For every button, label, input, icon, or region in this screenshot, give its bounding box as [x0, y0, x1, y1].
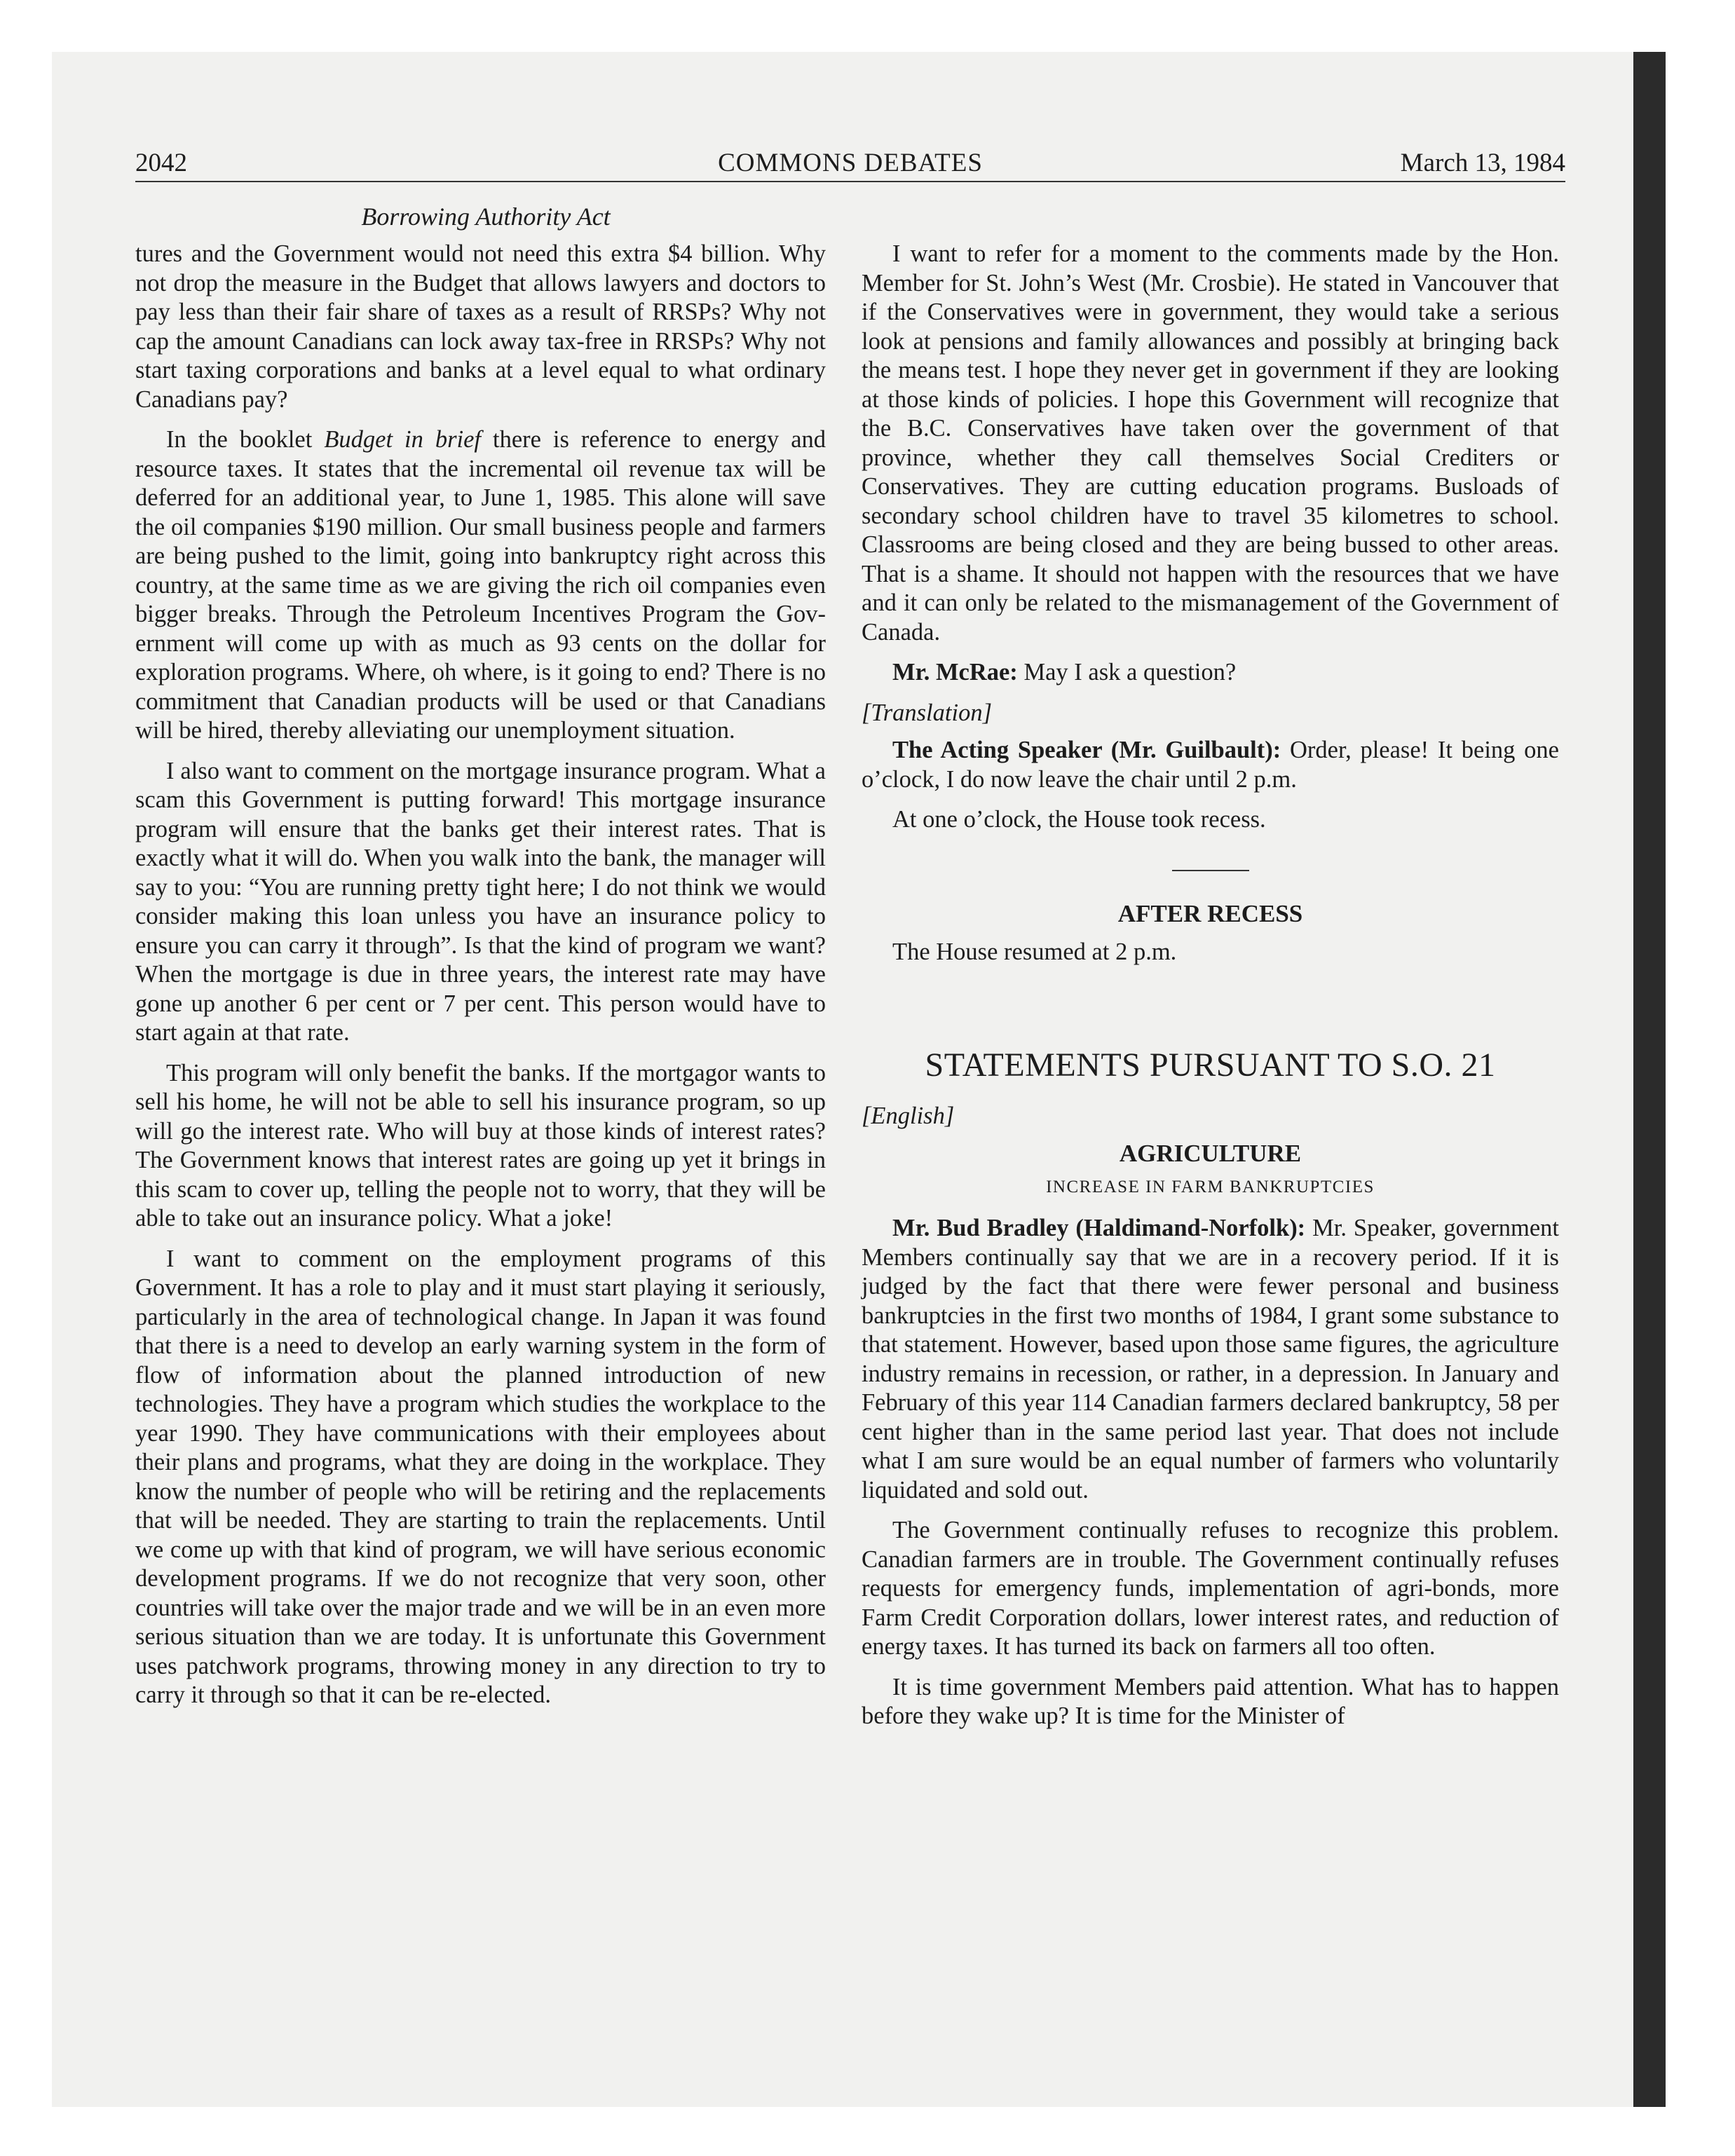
paragraph: In the booklet Budget in brief there is reference to energy and resource taxes. It states that the incremental oil revenue tax will be deferred for an additional year, to June 1, 1985. This alone will save the oil companies $190 million. Our small business people and farmers are being pushed to the limit, going into bankruptcy right across this country, at the same time as we are giving the rich oil companies even bigger breaks. Through the Petroleum Incentives Program the Government will come up with as much as 93 cents on the dollar for exploration programs. Where, oh where, is it going to end? There is no commitment that Canadian products will be used or that Canadians will be hired, thereby alleviating our unemployment situation. — [135, 426, 826, 744]
agriculture-subheading: INCREASE IN FARM BANKRUPTCIES — [1046, 1177, 1375, 1196]
agriculture-heading: AGRICULTURE — [1119, 1140, 1302, 1167]
paragraph: This program will only benefit the banks. If the mortgagor wants to sell his home, he will not be able to sell his insurance program, so up will go the interest rate. Who will buy at those kinds of interest rates? The Government knows that interest rates are going up yet it brings in this scam to cover up, telling the people not to worry, that they will be able to take out an insurance policy. What a joke! — [135, 1059, 826, 1231]
paragraph: The House resumed at 2 p.m. — [892, 939, 1177, 965]
speaker-name: The Acting Speaker (Mr. Guilbault): — [892, 737, 1281, 763]
paragraph: I also want to comment on the mortgage insurance program. What a scam this Government is putting forward! This mortgage insurance program will ensure that the banks get their interest rates. That is exactly what it will do. When you walk into the bank, the manager will say to you: “You are running pretty tight here; I do not think we would consider making this loan unless you have an insurance policy to ensure you can carry it through”. Is that the kind of program we want? When the mortgage is due in three years, the interest rate may have gone up another 6 per cent or 7 per cent. This person would have to start again at that rate. — [135, 757, 826, 1046]
speaker-name: Mr. McRae: — [892, 659, 1018, 685]
paragraph: The Government continually refuses to recognize this problem. Canadian farmers are in trouble. The Government continually refuses requests for emergency funds, implementation of agri-bonds, more Farm Credit Corporation dollars, lower interest rates, and reduction of energy taxes. It has turned its back on farmers all too often. — [862, 1517, 1559, 1660]
speaker-name: Mr. Bud Bradley (Haldimand-Norfolk): — [892, 1215, 1306, 1241]
booklet-title: Budget in brief — [324, 426, 481, 453]
paragraph: tures and the Government would not need this extra $4 billion. Why not drop the measure in the Budget that allows lawyers and doctors to pay less than their fair share of taxes as a result of RRSPs? Why not cap the amount Canadians can lock away tax-free in RRSPs? Why not start taxing corporations and banks at a level equal to what ordinary Canadians pay? — [135, 240, 826, 413]
page-header — [135, 146, 1565, 182]
speech-acting-speaker: The Acting Speaker (Mr. Guilbault): Order, please! It being one o’clock, I do now leave the chair until 2 p.m. — [862, 737, 1559, 793]
translation-tag: [Translation] — [862, 699, 992, 726]
left-column — [135, 240, 826, 1721]
right-column — [862, 240, 1559, 1742]
after-recess-heading: AFTER RECESS — [1117, 899, 1303, 927]
paragraph: I want to refer for a moment to the comments made by the Hon. Member for St. John’s West (Mr. Crosbie). He stated in Vancouver that if the Conservatives were in government, they would take a serious look at pensions and family allowances and possibly at bringing back the means test. I hope they never get in government if they are looking at those kinds of policies. I hope this Government will recognize that the B.C. Conservatives have taken over the government of that province, whether they call themselves Social Crediters or Conservatives. They are cutting education programs. Busloads of secondary school children have to travel 35 kilometres to school. Classrooms are being closed and they are being bussed to other areas. That is a shame. It should not happen with the resources that we have and it can only be related to the mismanagement of the Government of Canada. — [862, 240, 1559, 646]
section-divider — [1172, 870, 1249, 871]
english-tag: [English] — [862, 1102, 955, 1129]
paragraph: It is time government Members paid attention. What has to happen before they wake up? It is time for the Minister of — [862, 1673, 1559, 1729]
speech-mcrae: Mr. McRae: May I ask a question? — [892, 659, 1237, 685]
statements-heading: STATEMENTS PURSUANT TO S.O. 21 — [925, 1046, 1496, 1084]
paragraph: At one o’clock, the House took recess. — [892, 806, 1266, 833]
publication-title: COMMONS DEBATES — [718, 149, 983, 177]
scan-edge-shadow — [1633, 52, 1666, 2107]
running-title: Borrowing Authority Act — [361, 203, 611, 231]
speech-bradley: Mr. Bud Bradley (Haldimand-Norfolk): Mr. Speaker, government Members continually say that we are in a recovery period. If it is judged by the fact that there were fewer personal and business bankruptcies in the first two months of 1984, I grant some substance to that statement. However, based upon those same figures, the agriculture industry remains in recession, or rather, in a depression. In January and February of this year 114 Canadian farmers declared bankruptcy, 58 per cent higher than in the same period last year. That does not include what I am sure would be an equal number of farmers who voluntarily liquidated and sold out. — [862, 1215, 1559, 1503]
paragraph: I want to comment on the employment programs of this Government. It has a role to play and it must start playing it seriously, particularly in the area of technological change. In Japan it was found that there is a need to develop an early warning system in the form of flow of information about the planned introduction of new technologies. They have a program which studies the workplace to the year 1990. They have communications with their employees about their plans and programs, what they are doing in the workplace. They know the number of people who will be retiring and the replacements that will be needed. They are starting to train the replacements. Until we come up with that kind of program, we will have serious economic development programs. If we do not recognize that very soon, other countries will take over the major trade and we will be in an even more serious situation than we are today. It is unfortunate this Government uses patchwork programs, throwing money in any direction to try to carry it through so that it can be re-elected. — [135, 1245, 826, 1708]
page-number: 2042 — [135, 149, 187, 177]
publication-date: March 13, 1984 — [1400, 149, 1565, 177]
